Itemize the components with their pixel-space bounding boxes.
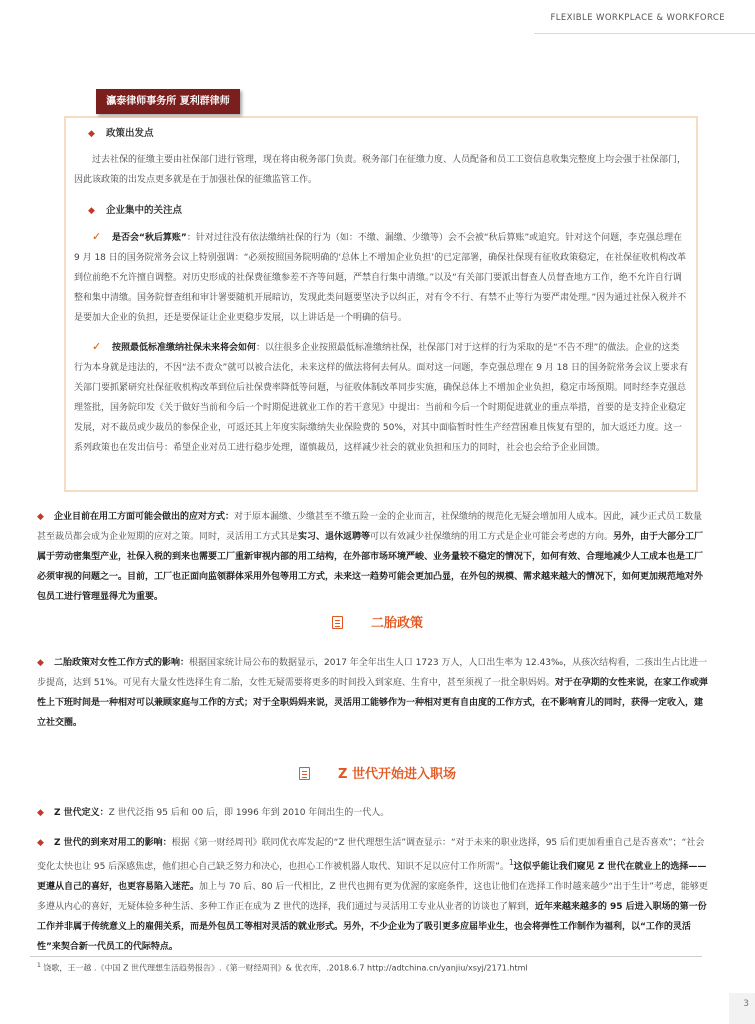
- employer-response-section: [37, 507, 709, 616]
- header-divider: [534, 33, 755, 34]
- concern-minimum-standard-paragraph: ✓ 按照最低标准缴纳社保未来将会如何：以往很多企业按照最低标准缴纳社保，社保部门对于这样的行为采取的是“不告不理”的做法。企业的这类行为本身就是违法的，不因“法不责众”就可以被合法化，未来这样的做法将何去何从。面对这一问题，李克强总理在 9 月 18 日的国务院常务会议上要求有关部门要抓紧研究社保征收机构改革到位后社保费率降低等问题，与征收体制改革同步实施，确保总体上不增加企业负担，稳定市场预期。同时经李克强总理签批，国务院印发《关于做好当前和今后一个时期促进就业工作的若干意见》中提出：当前和今后一个时期促进就业的重点举措，首要的是支持企业稳定发展，对不裁员或少裁员的参保企业，可返还其上年度实际缴纳失业保险费的 50%，对其中面临暂时性生产经营困难且恢复有望的，加大返还力度。这一系列政策也在发出信号：希望企业对员工进行稳步处理，谨慎裁员，这样减少社会的就业负担和压力的同时，社会也会给予企业回馈。: [74, 337, 688, 458]
- lawyer-commentary-content: [74, 125, 688, 467]
- section-title-second-child: 二胎政策: [0, 612, 755, 631]
- second-child-paragraph: ◆ 二胎政策对女性工作方式的影响：根据国家统计局公布的数据显示，2017 年全年出生人口 1723 万人，人口出生率为 12.43‰，从孩次结构看，二孩出生占比进一步提高，达到 51%。可见有大量女性选择生育二胎，女性无疑需要将更多的时间投入到家庭、生育中，甚至须视了一批全职妈妈。对于在孕期的女性来说，在家工作或弹性上下班时间是一种相对可以兼顾家庭与工作的方式；对于全职妈妈来说，灵活用工能够作为一种相对更有自由度的工作方式，在不影响育儿的同时，获得一定收入，建立社交圈。: [37, 653, 709, 733]
- checkmark-icon: ✓: [92, 340, 102, 353]
- policy-origin-paragraph: 过去社保的征缴主要由社保部门进行管理，现在将由税务部门负责。税务部门在征缴力度、人员配备和员工工资信息收集完整度上均会强于社保部门，因此该政策的出发点更多就是在于加强社保的征缴监管工作。: [74, 155, 687, 185]
- checkmark-icon: ✓: [92, 230, 102, 243]
- heading-policy-origin: ◆ 政策出发点: [88, 128, 154, 139]
- diamond-icon: ◆: [88, 206, 95, 216]
- document-icon: [299, 767, 310, 780]
- header-title: FLEXIBLE WORKPLACE & WORKFORCE: [550, 13, 725, 23]
- page-header: [0, 0, 755, 34]
- section-title-gen-z: Z 世代开始进入职场: [0, 763, 755, 782]
- footnote-reference[interactable]: 1: [508, 858, 514, 867]
- footnote: $^1$ 饶歌，王一越 .《中国 Z 世代理想生活趋势报告》.《第一财经周刊》& 优衣库，.2018.6.7 http://adtchina.cn/yanjiu/xsyj/2171.html: [37, 962, 528, 973]
- concern-retroactive-paragraph: ✓ 是否会“秋后算账”：针对过往没有依法缴纳社保的行为（如：不缴、漏缴、少缴等）会不会被“秋后算账”或追究。针对这个问题，李克强总理在 9 月 18 日的国务院常务会议上特别强调：“必须按照国务院明确的‘总体上不增加企业负担’的已定部署，确保社保现有征收政策稳定，在社保征收机构改革到位前绝不允许擅自调整。对历史形成的社保费征缴参差不齐等问题，严禁自行集中清缴。”以及“有关部门要派出督查人员督查地方工作，绝不允许自行调整和集中清缴。国务院督查组和审计署要随机开展暗访，发现此类问题要坚决予以纠正，对有令不行、有禁不止等行为要严肃处理。”因为通过社保入税并不是要加大企业的负担，还是要保证让企业更稳步发展，以上讲话是一个明确的信号。: [74, 227, 688, 328]
- page-number: 3: [743, 999, 749, 1009]
- employer-response-paragraph: ◆ 企业目前在用工方面可能会做出的应对方式：对于原本漏缴、少缴甚至不缴五险一金的企业而言，社保缴纳的规范化无疑会增加用人成本。因此，减少正式员工数量甚至裁员都会成为企业短期的应对之策。同时，灵活用工方式其是实习、退休返聘等可以有效减少社保缴纳的用工方式是企业可能会考虑的方向。另外，由于大部分工厂属于劳动密集型产业，社保入税的到来也需要工厂重新审视内部的用工结构，在外部市场环境严峻、业务量较不稳定的情况下，如何有效、合理地减少人工成本也是工厂必须审视的问题之一。目前，工厂也正面向监领群体采用外包等用工方式，未来这一趋势可能会更加凸显，在外包的规模、需求越来越大的情况下，如何更加规范地对外包员工进行管理显得尤为重要。: [37, 507, 709, 607]
- gen-z-impact-paragraph: ◆ Z 世代的到来对用工的影响：根据《第一财经周刊》联同优衣库发起的“Z 世代理想生活”调查显示：“对于未来的职业选择，95 后们更加看重自己是否喜欢”；“社会变化太快也让 95 后深感焦虑，他们担心自己缺乏努力和决心，也担心工作被机器人取代、知识不足以应付工作所需”。$^1$这似乎能让我们窥见 Z 世代在就业上的选择——更遵从自己的喜好，也更容易陷入迷茫。加上与 70 后、80 后一代相比，Z 世代也拥有更为优渥的家庭条件，这也让他们在选择工作时越来越少“出于生计”考虑，能够更多遵从内心的喜好，无疑体验多种生活、多种工作正在成为 Z 世代的选择，我们通过与灵活用工专业从业者的访谈也了解到，近年来越来越多的 95 后进入职场的第一份工作并非属于传统意义上的雇佣关系，而是外包员工等相对灵活的就业形式。另外，不少企业为了吸引更多应届毕业生，也会将弹性工作制作为福利，以“工作的灵活性”来契合新一代员工的代际特点。: [37, 833, 709, 957]
- heading-business-concerns: ◆ 企业集中的关注点: [88, 205, 183, 216]
- diamond-icon: ◆: [88, 129, 95, 139]
- footnote-divider: [30, 956, 702, 957]
- document-icon: [332, 616, 343, 629]
- second-child-section: [37, 653, 709, 742]
- page-number-tab: [729, 993, 755, 1024]
- lawyer-tab-label: 瀛泰律师事务所 夏利群律师: [96, 89, 240, 114]
- gen-z-definition-paragraph: ◆ Z 世代定义：Z 世代泛指 95 后和 00 后，即 1996 年到 2010 年间出生的一代人。: [37, 803, 709, 823]
- diamond-icon: ◆: [37, 808, 44, 818]
- diamond-icon: ◆: [37, 838, 44, 848]
- diamond-icon: ◆: [37, 658, 44, 668]
- gen-z-section: [37, 803, 709, 966]
- diamond-icon: ◆: [37, 512, 44, 522]
